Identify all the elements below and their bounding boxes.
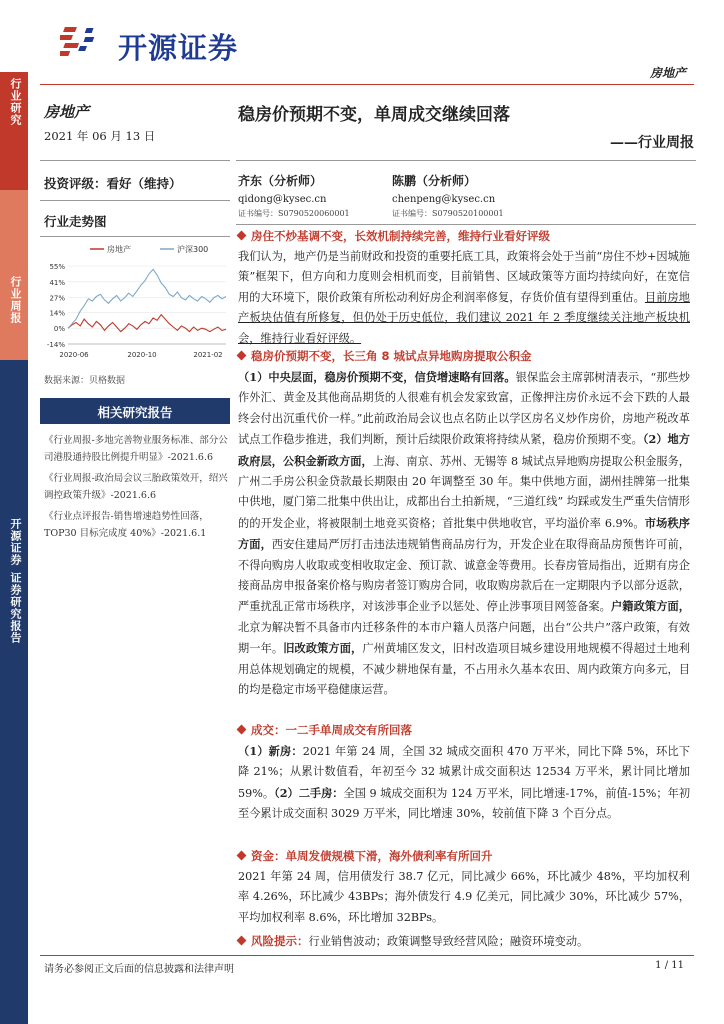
report-date: 2021 年 06 月 13 日 [44,129,156,143]
risk [238,933,690,949]
related-list [44,432,230,542]
section-2 [238,348,690,701]
section-2-p4-lead: 户籍政策方面， [610,599,690,614]
related-report-2[interactable]: 《行业周报-政治局会议三胎政策效开，绍兴调控政策升级》-2021.6.6 [44,473,228,501]
analyst-2-cert: 证书编号：S0790520100001 [392,209,504,218]
legend-label-2: 沪深300 [177,245,209,254]
section-2-p3-text: 西安住建局严厉打击违法违规销售商品房行为，开发企业在取得商品房预售许可前，不得向购房人收取或变相收取定金、预订款、诚意金等费用。长春房管局指出，近期有房企接商品房申报备案价格与购房者签订购房合同，收取购房款后在一定期限内予以部分返款，严重扰乱正常市场秩序，对该涉事企业予以惩处、停止涉事项目网签备案。 [238,538,690,614]
x-tick-label: 2020-06 [59,351,89,359]
section-3-text-1: 2021 年第 24 周，全国 32 城成交面积 470 万平米，同比下降 5%，环比下降 21%；从累计数值看，年初至今 32 城累计成交面积达 12534 万平米，累计同比增加 59%。 [238,745,690,800]
section-2-p1-lead: （1）中央层面，稳房价预期不变，信贷增速略有回落。 [238,370,516,384]
related-report-1[interactable]: 《行业周报-多地完善物业服务标准、部分公司港股通持股比例提升明显》-2021.6.6 [44,435,228,463]
section-4-heading [238,848,690,864]
section-4 [238,848,690,928]
y-tick-label: -14% [46,341,65,349]
section-3-lead-2: （2）二手房： [274,785,344,800]
section-3-heading [238,722,690,738]
analyst-1 [238,172,350,219]
divider-main-2 [236,224,696,225]
section-2-p1-text: 银保监会主席郭树清表示，“那些炒作外汇、黄金及其他商品期货的人很难有机会发家致富，正像押注房价永远不会下跌的人最终会付出沉重代价一样。”此前政治局会议也点名防止以学区房名义炒作房价，房地产税改革试点工作稳步推进，我们判断，预计后续限价政策将持续从紧，稳房价预期不变。 [238,371,690,447]
section-2-p3-lead: 市场秩序方面， [238,515,690,552]
bullet-icon [237,231,247,241]
footer-rule [40,955,694,956]
section-1-heading [238,228,690,244]
section-4-title: 资金：单周发债规模下滑，海外债利率有所回升 [251,849,493,863]
y-tick-label: 0% [53,325,65,334]
chart-legend [90,244,208,254]
section-4-body: 2021 年第 24 周，信用债发行 38.7 亿元，同比减少 66%，环比减少 48%，平均加权利率 4.26%，环比减少 43BPs；海外债发行 4.9 亿美元，同比减少 30%，环比减少 57%，平均加权利率 8.6%，环比增加 32BPs。 [238,870,690,924]
risk-text: 行业销售波动；政策调整导致经营风险；融资环境变动。 [308,935,589,948]
y-tick-label: 27% [49,294,65,303]
analyst-1-cert: 证书编号：S0790520060001 [238,209,350,218]
x-tick-label: 2020-10 [127,351,157,359]
section-2-title: 稳房价预期不变，长三角 8 城试点异地购房提取公积金 [251,349,532,363]
analyst-2-email[interactable]: chenpeng@kysec.cn [392,194,496,205]
trend-chart [40,240,232,364]
section-3-lead-1: （1）新房： [238,744,303,758]
bullet-icon [237,351,247,361]
section-3-body [238,741,690,825]
section-2-heading [238,348,690,364]
sidebar-top-label: 行业研究 [9,78,22,126]
y-tick-label: 55% [49,263,65,271]
section-2-p2-lead: （2）地方政府层，公积金新政方面， [238,432,690,468]
page-title: 稳房价预期不变，单周成交继续回落 [238,105,510,125]
logo-mark-icon [60,24,116,64]
section-1-body [238,247,690,349]
section-1-text: 我们认为，地产仍是当前财政和投资的重要托底工具，政策将会处于当前“房住不炒+因城施策”框架下，但方向和力度则会相机而变，目前销售、区域政策等方面均持续向好，在宽信用的大环境下，限价政策有所松动利好房企利润率修复，存货价值有望得到重估。 [238,250,690,304]
related-report-3[interactable]: 《行业点评报告-销售增速趋势性回落，TOP30 目标完成度 40%》-2021.6.1 [44,511,209,539]
divider-main [236,160,696,161]
sidebar-mid [0,190,28,360]
divider-3 [40,236,230,237]
x-tick-label: 2021-02 [193,351,223,359]
section-2-body [238,367,690,701]
section-2-p2-text: 上海、南京、苏州、无锡等 8 城试点异地购房提取公积金服务，广州二手房公积金贷款最长期限由 20 年调整至 30 年。集中供地方面，湖州挂牌第一批集中供地，厦门第二批集中供出让，成都出台土拍新规，“三道红线” 均踩或发生严重失信情形的的开发企业，将被限制土地竞买资格；首批集中供地收官，平均溢价率 6.9%。 [238,454,690,530]
series-line-1 [68,315,226,332]
analyst-1-email[interactable]: qidong@kysec.cn [238,194,327,205]
page-number: 1 / 11 [655,960,684,971]
rating-label: 投资评级：看好（维持） [44,176,182,191]
bullet-icon [237,851,247,861]
section-1-underlined: 目前房地产板块估值有所修复，但仍处于历史低位，我们建议 2021 年 2 季度继续关注地产板块机会，维持行业看好评级。 [238,290,690,345]
risk-title: 风险提示： [251,934,309,948]
section-2-p5-text: 广州黄埔区发文，旧村改造项目城乡建设用地规模不得超过土地利用总体规划确定的规模，不减少耕地保有量，不占用永久基本农田、周内政策方向多元，目的均是稳定市场平稳健康运营。 [238,642,690,697]
page-subtitle: ——行业周报 [610,135,694,151]
analyst-2-name: 陈鹏（分析师） [392,174,477,188]
section-1 [238,228,690,349]
bullet-icon [237,936,247,946]
data-source: 数据来源：贝格数据 [44,376,126,386]
section-3-title: 成交：一二手单周成交有所回落 [251,723,412,737]
section-2-p4-text: 北京为解决暂不具备市内迁移条件的本市户籍人员落户问题，出台“公共户”落户政策，有效期一年。 [238,620,690,656]
logo [60,22,280,66]
divider-2 [40,200,230,201]
y-tick-label: 41% [49,278,65,287]
industry-label: 房地产 [44,103,90,121]
sidebar-bottom [0,360,28,1024]
series-line-2 [68,269,226,328]
sidebar-mid-label: 行业周报 [9,276,22,324]
header-rule [40,84,694,85]
analyst-2 [392,172,504,219]
footer-disclaimer: 请务必参阅正文后面的信息披露和法律声明 [44,964,234,975]
section-2-p5-lead: 旧改政策方面， [283,641,363,656]
sidebar-bottom-label-1: 开源证券 [9,518,22,566]
sidebar-bottom-label-2: 证券研究报告 [9,572,22,644]
section-3-text-2: 全国 9 城成交面积为 124 万平米，同比增速-17%，前值-15%；年初至今累计成交面积 3029 万平米，同比增速 30%，较前值下降 3 个百分点。 [238,786,691,821]
y-tick-label: 14% [49,309,65,318]
section-1-title: 房住不炒基调不变，长效机制持续完善，维持行业看好评级 [251,229,550,243]
header-category: 房地产 [649,66,686,80]
trend-title: 行业走势图 [44,214,107,229]
related-title: 相关研究报告 [97,405,173,420]
section-3 [238,722,690,825]
divider-1 [40,160,230,161]
legend-label-1: 房地产 [107,245,131,254]
logo-text: 开源证券 [118,31,239,65]
bullet-icon [237,725,247,735]
analyst-1-name: 齐东（分析师） [238,174,323,188]
